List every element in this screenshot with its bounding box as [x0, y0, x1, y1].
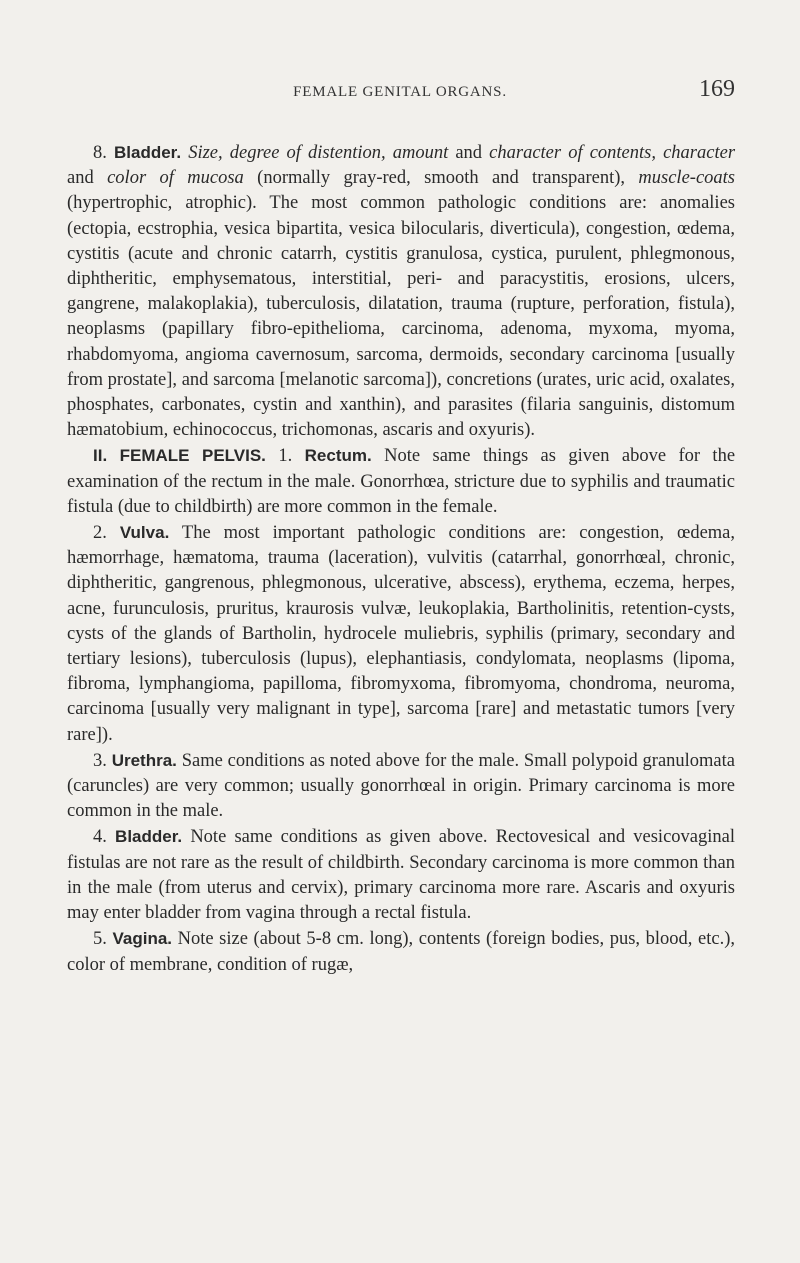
text-run: and	[67, 168, 108, 189]
paragraph-bladder-female	[67, 824, 735, 926]
text-run: Note size (about 5-8 cm. long), contents (foreign bodies, pus, blood, etc.), color of membrane, condition of rugæ,	[67, 929, 735, 975]
section-heading: Bladder.	[115, 827, 183, 847]
section-number: 3.	[93, 750, 107, 771]
section-heading: Rectum.	[304, 446, 372, 466]
text-run: Note same things as given above for the examination of the rectum in the male. Gonorrhœa, stricture due to syphilis and traumatic fistula (due to childbirth) are more common in the female.	[67, 446, 736, 517]
italic-term: muscle-coats	[638, 168, 735, 189]
text-run: (hypertrophic, atrophic). The most common pathologic conditions are: anomalies (ectopia, ecstrophia, vesica bipartita, vesica bilocularis, diverticula), congestion, œdema, cystitis (acute and chronic catarrh, cystitis granulosa, cystica, purulent, phlegmonous, diphtheritic, emphysematous, interstitial, peri- and paracystitis, erosions, ulcers, gangrene, malakoplakia), tuberculosis, dilatation, trauma (rupture, perforation, fistula), neoplasms (papillary fibro-epithelioma, carcinoma, adenoma, myxoma, myoma, rhabdomyoma, angioma cavernosum, sarcoma, dermoids, secondary carcinoma [usually from prostate], and sarcoma [melanotic sarcoma]), concretions (urates, uric acid, oxalates, phosphates, carbonates, cystin and xanthin), and parasites (filaria sanguinis, distomum hæmatobium, echinococcus, trichomonas, ascaris and oxyuris).	[67, 193, 735, 441]
italic-term: color of mucosa	[107, 168, 244, 189]
paragraph-text	[67, 523, 735, 745]
paragraph-urethra	[67, 748, 735, 825]
section-number: 1.	[278, 446, 293, 467]
section-number: 2.	[93, 523, 107, 544]
paragraph-text	[67, 143, 735, 440]
section-number: 5.	[93, 929, 107, 950]
paragraph-rectum	[67, 443, 735, 520]
body-text	[67, 140, 735, 978]
section-heading: Bladder.	[114, 143, 182, 162]
page-number: 169	[699, 76, 735, 102]
text-run: and	[448, 143, 490, 163]
paragraph-vulva	[67, 520, 735, 748]
running-head: FEMALE GENITAL ORGANS.	[293, 84, 507, 100]
text-run: Same conditions as noted above for the male. Small polypoid granulomata (caruncles) are very common; usually gonorrhœal in origin. Primary carcinoma is more common in the male.	[67, 750, 735, 822]
text-run: The most important pathologic conditions are: congestion, œdema, hæmorrhage, hæmatoma, trauma (laceration), vulvitis (catarrhal, gonorrhœal, chronic, diphtheritic, gangrenous, phlegmonous, ulcerative, abscess), erythema, eczema, herpes, acne, furunculosis, pruritus, kraurosis vulvæ, leukoplakia, Bartholinitis, retention-cysts, cysts of the glands of Bartholin, hydrocele muliebris, syphilis (primary, secondary and tertiary lesions), tuberculosis (lupus), elephantiasis, condylomata, neoplasms (lipoma, fibroma, lymphangioma, papilloma, fibromyxoma, fibromyoma, chondroma, neuroma, carcinoma [usually very malignant in type], sarcoma [rare] and metastatic tumors [very rare]).	[67, 523, 736, 745]
paragraph-vagina	[67, 926, 735, 977]
page-header	[65, 76, 735, 116]
text-run: Note same conditions as given above. Rectovesical and vesicovaginal fistulas are not rare as the result of childbirth. Secondary carcinoma is more common than in the male (from uterus and cervix), primary carcinoma more rare. Ascaris and oxyuris may enter bladder from vagina through a rectal fistula.	[67, 827, 735, 924]
italic-term: character of contents, character	[489, 143, 736, 163]
paragraph-bladder	[67, 140, 735, 443]
part-heading: FEMALE PELVIS.	[119, 446, 266, 466]
section-number: 4.	[93, 827, 107, 848]
section-heading: Vagina.	[112, 929, 173, 949]
text-run: (normally gray-red, smooth and transparent),	[243, 168, 639, 189]
part-number: II.	[93, 446, 108, 466]
italic-term: Size, degree of distention, amount	[188, 143, 449, 163]
section-number: 8.	[93, 143, 107, 163]
section-heading: Vulva.	[119, 523, 170, 543]
section-heading: Urethra.	[111, 750, 177, 770]
